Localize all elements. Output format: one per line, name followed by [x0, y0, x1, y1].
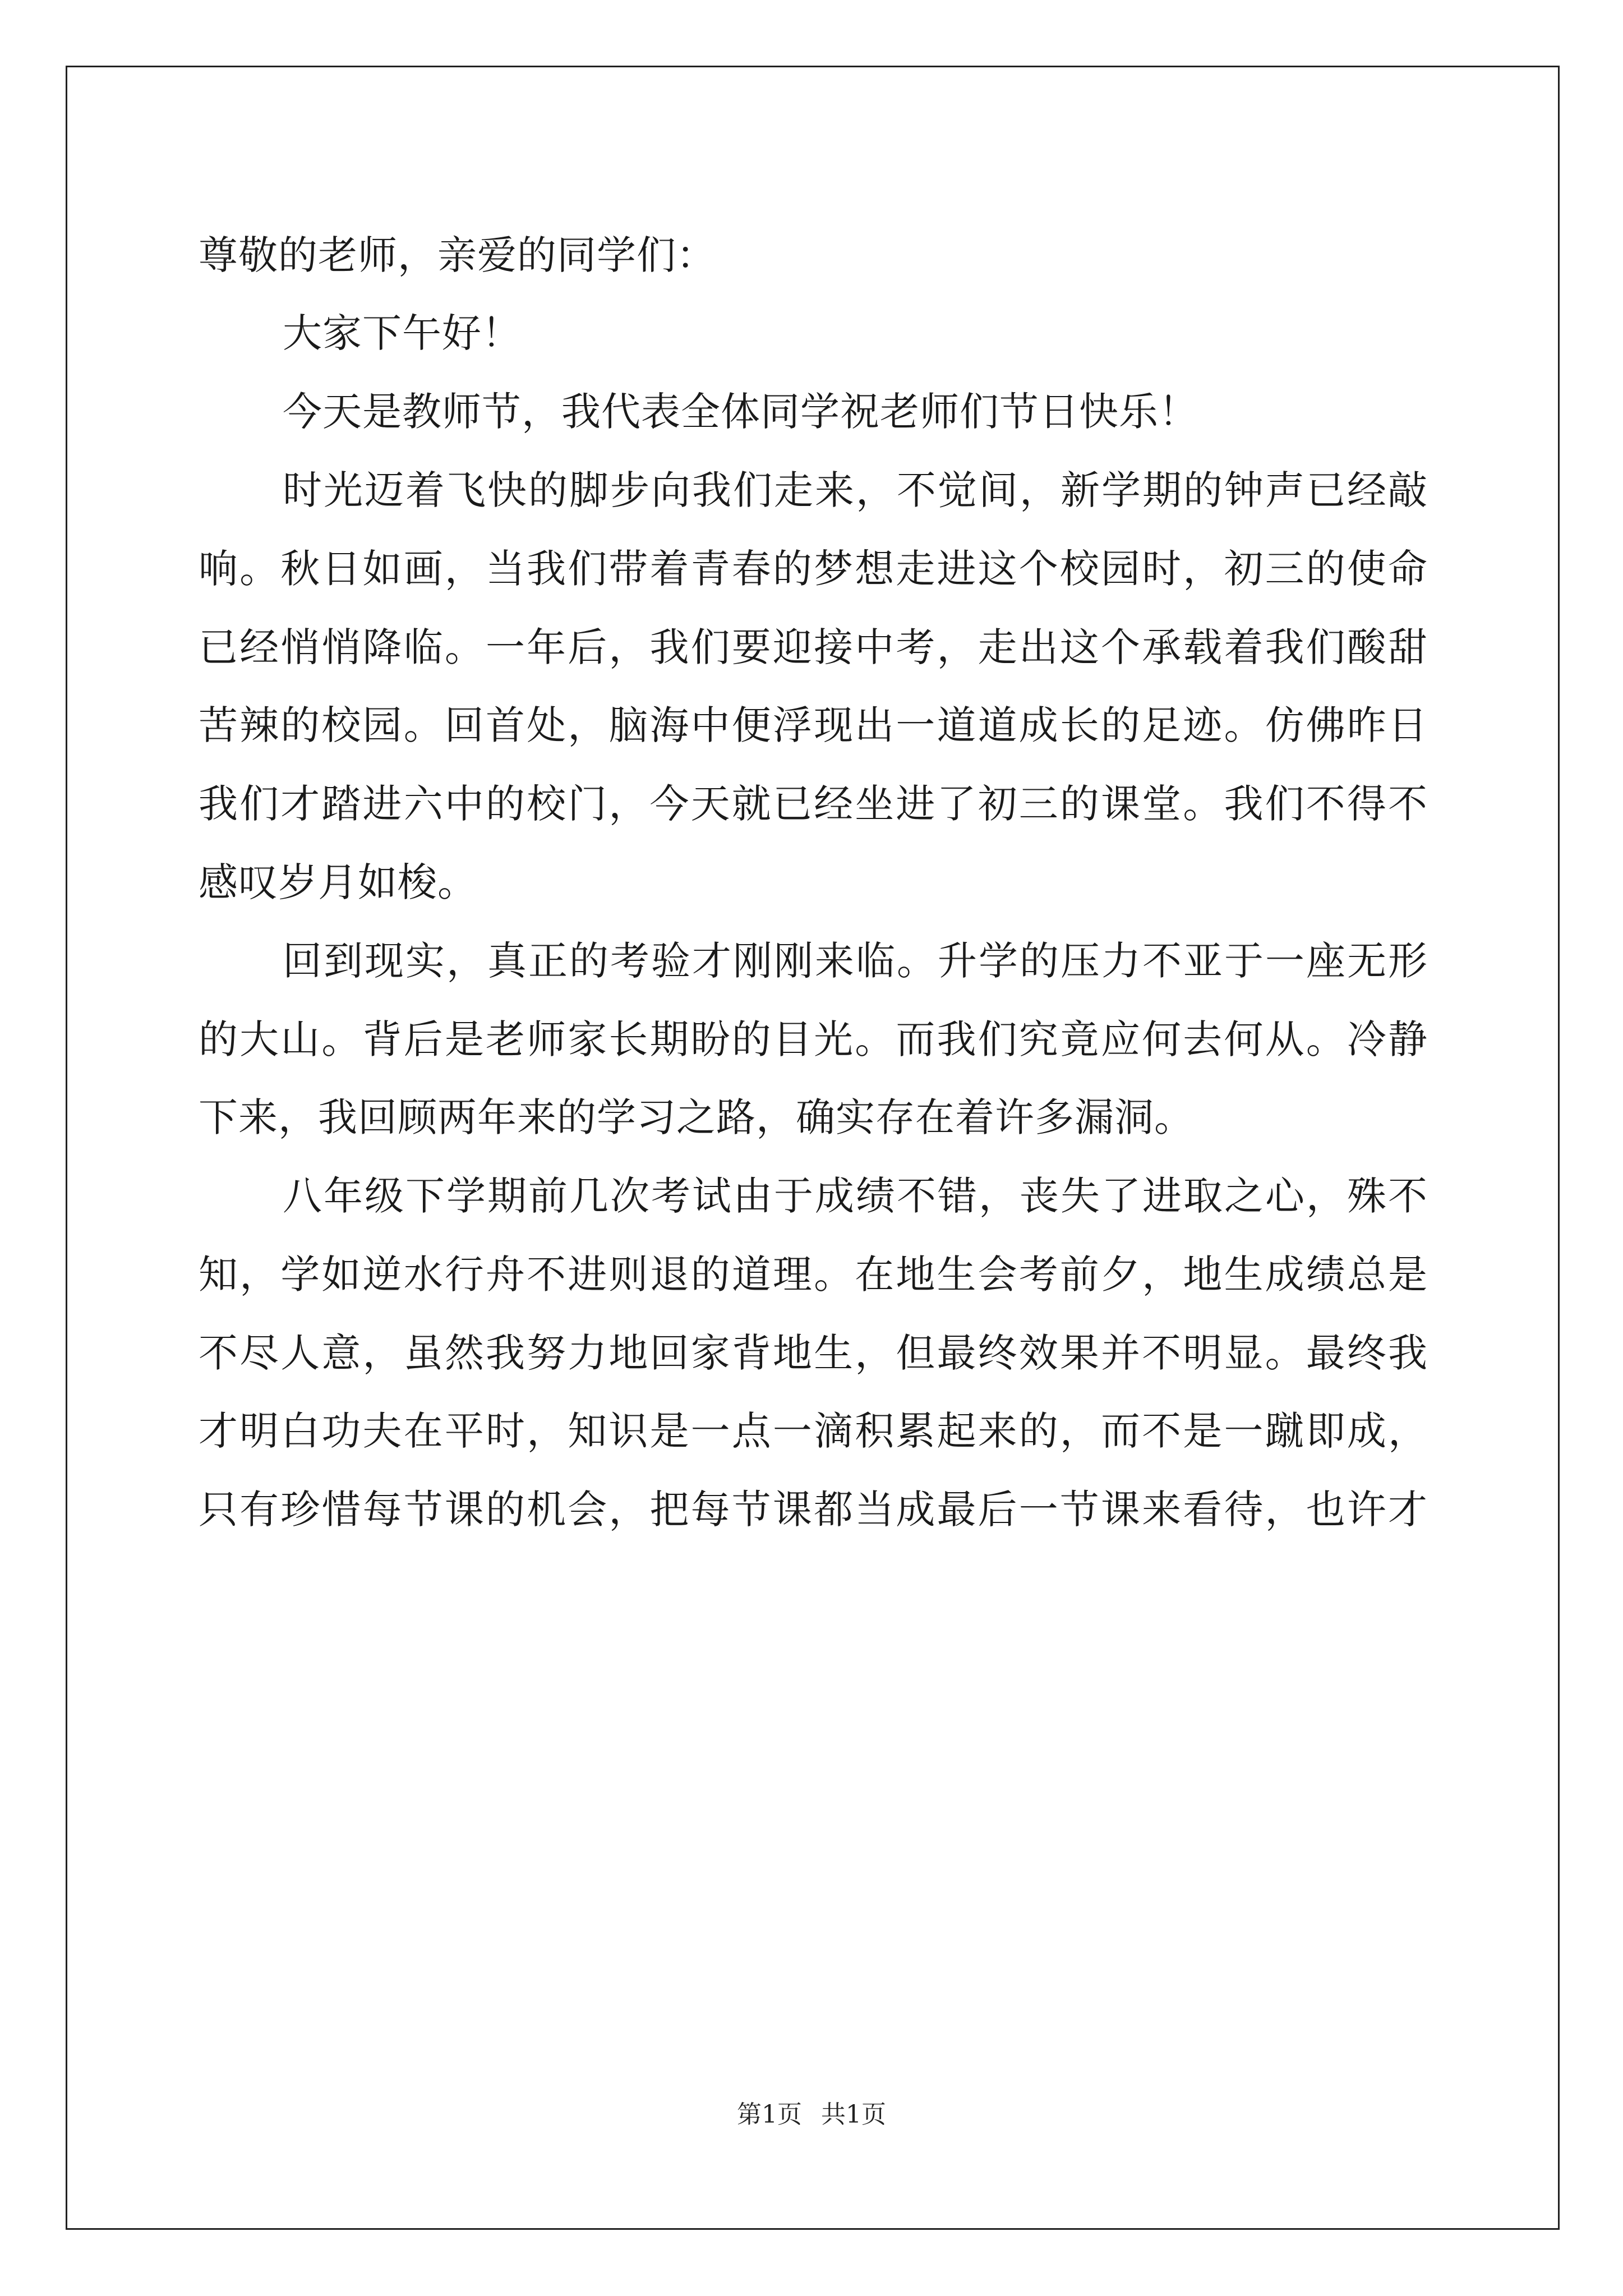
- salutation: 尊敬的老师，亲爱的同学们：: [199, 232, 716, 278]
- paragraph-line: 我们才踏进六中的校门，今天就已经坐进了初三的课堂。我们不得不: [199, 781, 1428, 827]
- paragraph-line: 只有珍惜每节课的机会，把每节课都当成最后一节课来看待，也许才: [199, 1487, 1428, 1533]
- paragraph-line: 感叹岁月如梭。: [199, 859, 477, 905]
- paragraph-line: 八年级下学期前几次考试由于成绩不错，丧失了进取之心，殊不: [283, 1173, 1428, 1219]
- paragraph-line: 回到现实，真正的考验才刚刚来临。升学的压力不亚于一座无形: [283, 938, 1428, 984]
- paragraph-line: 知，学如逆水行舟不进则退的道理。在地生会考前夕，地生成绩总是: [199, 1251, 1428, 1297]
- paragraph-line: 下来，我回顾两年来的学习之路，确实存在着许多漏洞。: [199, 1094, 1194, 1140]
- paragraph-line: 的大山。背后是老师家长期盼的目光。而我们究竟应何去何从。冷静: [199, 1016, 1428, 1062]
- page-number-total: 共1页: [821, 2100, 886, 2129]
- paragraph-line: 才明白功夫在平时，知识是一点一滴积累起来的，而不是一蹴即成，: [199, 1408, 1428, 1454]
- greeting: 大家下午好！: [283, 310, 522, 356]
- paragraph-line: 苦辣的校园。回首处，脑海中便浮现出一道道成长的足迹。仿佛昨日: [199, 702, 1428, 748]
- paragraph-line: 已经悄悄降临。一年后，我们要迎接中考，走出这个承载着我们酸甜: [199, 624, 1428, 670]
- paragraph-line: 响。秋日如画，当我们带着青春的梦想走进这个校园时，初三的使命: [199, 546, 1428, 592]
- page-number-current: 第1页: [737, 2100, 802, 2129]
- paragraph-line: 时光迈着飞快的脚步向我们走来，不觉间，新学期的钟声已经敲: [283, 467, 1428, 513]
- page-footer: [0, 2098, 1623, 2132]
- paragraph-line: 不尽人意，虽然我努力地回家背地生，但最终效果并不明显。最终我: [199, 1330, 1428, 1376]
- paragraph-line: 今天是教师节，我代表全体同学祝老师们节日快乐！: [283, 389, 1198, 435]
